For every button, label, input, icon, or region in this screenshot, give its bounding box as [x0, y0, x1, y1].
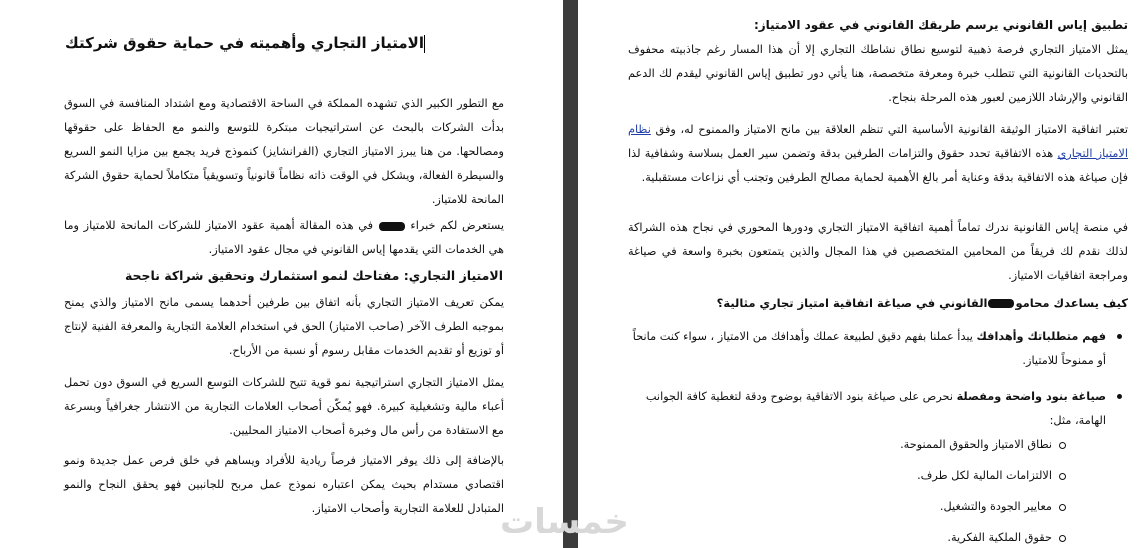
watermark-logo: خمسات [500, 502, 629, 542]
redaction-mark [988, 299, 1014, 308]
paragraph-experts-end: في هذه المقالة أهمية عقود الامتياز للشركات المانحة للامتياز وما هي الخدمات التي يقدمها إياس القانوني في مجال عقود الامتياز. [64, 219, 504, 256]
sub-list-item [752, 433, 1052, 464]
circle-bullet-icon [1059, 535, 1066, 542]
list-item-title: فهم متطلباتك وأهدافك [976, 330, 1106, 343]
paragraph-agreement [628, 118, 1128, 190]
paragraph-benefits: بالإضافة إلى ذلك يوفر الامتياز فرصاً ريادية للأفراد ويساهم في خلق فرص عمل جديدة ونمو اقتصادي مستدام بحيث يمكن اعتباره نموذج عمل مربح للجانبين فهو يحقق النجاح والنمو المتبادل للعلامة التجارية وأصحاب الامتياز. [64, 454, 504, 515]
sub-list-item-text: الالتزامات المالية لكل طرف. [917, 469, 1052, 482]
question-heading-start: كيف يساعدك محامو [1015, 296, 1128, 310]
page-title [65, 34, 427, 53]
left-page [0, 0, 563, 548]
paragraph-agreement-end: هذه الاتفاقية تحدد حقوق والتزامات الطرفين بدقة وتضمن سير العمل بسلاسة وشفافية لذا فإن صياغة هذه الاتفاقية بدقة وعناية أمر بالغ الأهمية لحماية مصالح الطرفين وتجنب أي نزاعات مستقبلية. [628, 147, 1128, 184]
page-divider [563, 0, 578, 548]
question-heading-end: القانوني في صياغة اتفاقية امتياز تجاري مثالية؟ [716, 296, 988, 310]
list-item-text: يبدأ عملنا بفهم دقيق لطبيعة عملك وأهدافك من الامتياز ، سواء كنت مانحاً أو ممنوحاً للامتياز. [632, 330, 1106, 367]
intro-paragraph: مع التطور الكبير الذي تشهده المملكة في الساحة الاقتصادية ومع اشتداد المنافسة في السوق بدأت الشركات بالبحث عن استراتيجيات مبتكرة للتوسع والنمو مع الحفاظ على حقوقها ومصالحها. من هنا يبرز الامتياز التجاري (الفرانشايز) كنموذج فريد يجمع بين مزايا النمو السريع والسيطرة الفعالة، ويشكل في الوقت ذاته نظاماً قانونياً وتسويقياً متكاملاً لحماية حقوق الشركة المانحة للامتياز. [64, 97, 504, 206]
circle-bullet-icon [1059, 442, 1066, 449]
paragraph-platform: في منصة إياس القانونية ندرك تماماً أهمية اتفاقية الامتياز التجاري ودورها المحوري في نجاح هذه الشراكة لذلك نقدم لك فريقاً من المحامين المتخصصين في هذا المجال والذين يتمتعون بخبرة واسعة في صياغة ومراجعة اتفاقيات الامتياز. [628, 221, 1128, 282]
section-heading: تطبيق إياس القانوني يرسم طريقك القانوني في عقود الامتياز: [753, 18, 1128, 32]
sub-list-item [752, 495, 1052, 526]
list-item-text: نحرص على صياغة بنود الاتفاقية بوضوح ودقة لتغطية كافة الجوانب الهامة، مثل: [645, 390, 1106, 427]
paragraph-experts-start: يستعرض لكم خبراء [410, 219, 504, 232]
paragraph-strategy: يمثل الامتياز التجاري استراتيجية نمو قوية تتيح للشركات التوسع السريع في السوق دون تحمل أعباء مالية وتشغيلية كبيرة. فهو يُمكّن أصحاب العلامات التجارية من الانتشار جغرافياً وبسرعة مع الاستفادة من رأس مال وخبرة أصحاب الامتياز المحليين. [64, 376, 504, 437]
list-item-title: صياغة بنود واضحة ومفصلة [956, 390, 1106, 403]
redaction-mark [379, 222, 405, 231]
circle-bullet-icon [1059, 473, 1066, 480]
sub-list-item-text: نطاق الامتياز والحقوق الممنوحة. [900, 438, 1052, 451]
page-title-text: الامتياز التجاري وأهميته في حماية حقوق شركتك [65, 34, 424, 52]
sub-list [752, 433, 1052, 548]
list-item [626, 325, 1106, 373]
right-page [578, 0, 1142, 548]
paragraph-experts [64, 214, 504, 262]
franchise-law-link[interactable]: نظام الامتياز التجاري [628, 123, 1129, 160]
sub-list-item [752, 464, 1052, 495]
circle-bullet-icon [1059, 504, 1066, 511]
sub-list-item-text: حقوق الملكية الفكرية. [947, 531, 1052, 544]
paragraph-agreement-start: تعتبر اتفاقية الامتياز الوثيقة القانونية الأساسية التي تنظم العلاقة بين مانح الامتياز والممنوح له، وفق [655, 123, 1128, 136]
section-subtitle: الامتياز التجاري: مفتاحك لنمو استثمارك وتحقيق شراكة ناجحة [124, 268, 503, 283]
question-heading [717, 296, 1128, 310]
list-item [626, 385, 1106, 433]
sub-list-item-text: معايير الجودة والتشغيل. [939, 500, 1052, 513]
text-cursor [424, 35, 425, 53]
sub-list-item [752, 526, 1052, 548]
bullet-icon [1117, 334, 1122, 339]
paragraph-opportunity: يمثل الامتياز التجاري فرصة ذهبية لتوسيع نطاق نشاطك التجاري إلا أن هذا المسار رغم جاذبيته محفوف بالتحديات القانونية التي تتطلب خبرة ومعرفة متخصصة، هنا يأتي دور تطبيق إياس القانوني ليقدم لك الدعم القانوني والإرشاد اللازمين لعبور هذه المرحلة بنجاح. [628, 43, 1128, 104]
bullet-list [626, 325, 1106, 433]
paragraph-definition: يمكن تعريف الامتياز التجاري بأنه اتفاق بين طرفين أحدهما يسمى مانح الامتياز والذي يمنح بموجبه الطرف الآخر (صاحب الامتياز) الحق في استخدام العلامة التجارية والمعرفة الفنية لإنتاج أو توزيع أو تقديم الخدمات مقابل رسوم أو نسبة من الأرباح. [64, 296, 504, 357]
bullet-icon [1117, 394, 1122, 399]
